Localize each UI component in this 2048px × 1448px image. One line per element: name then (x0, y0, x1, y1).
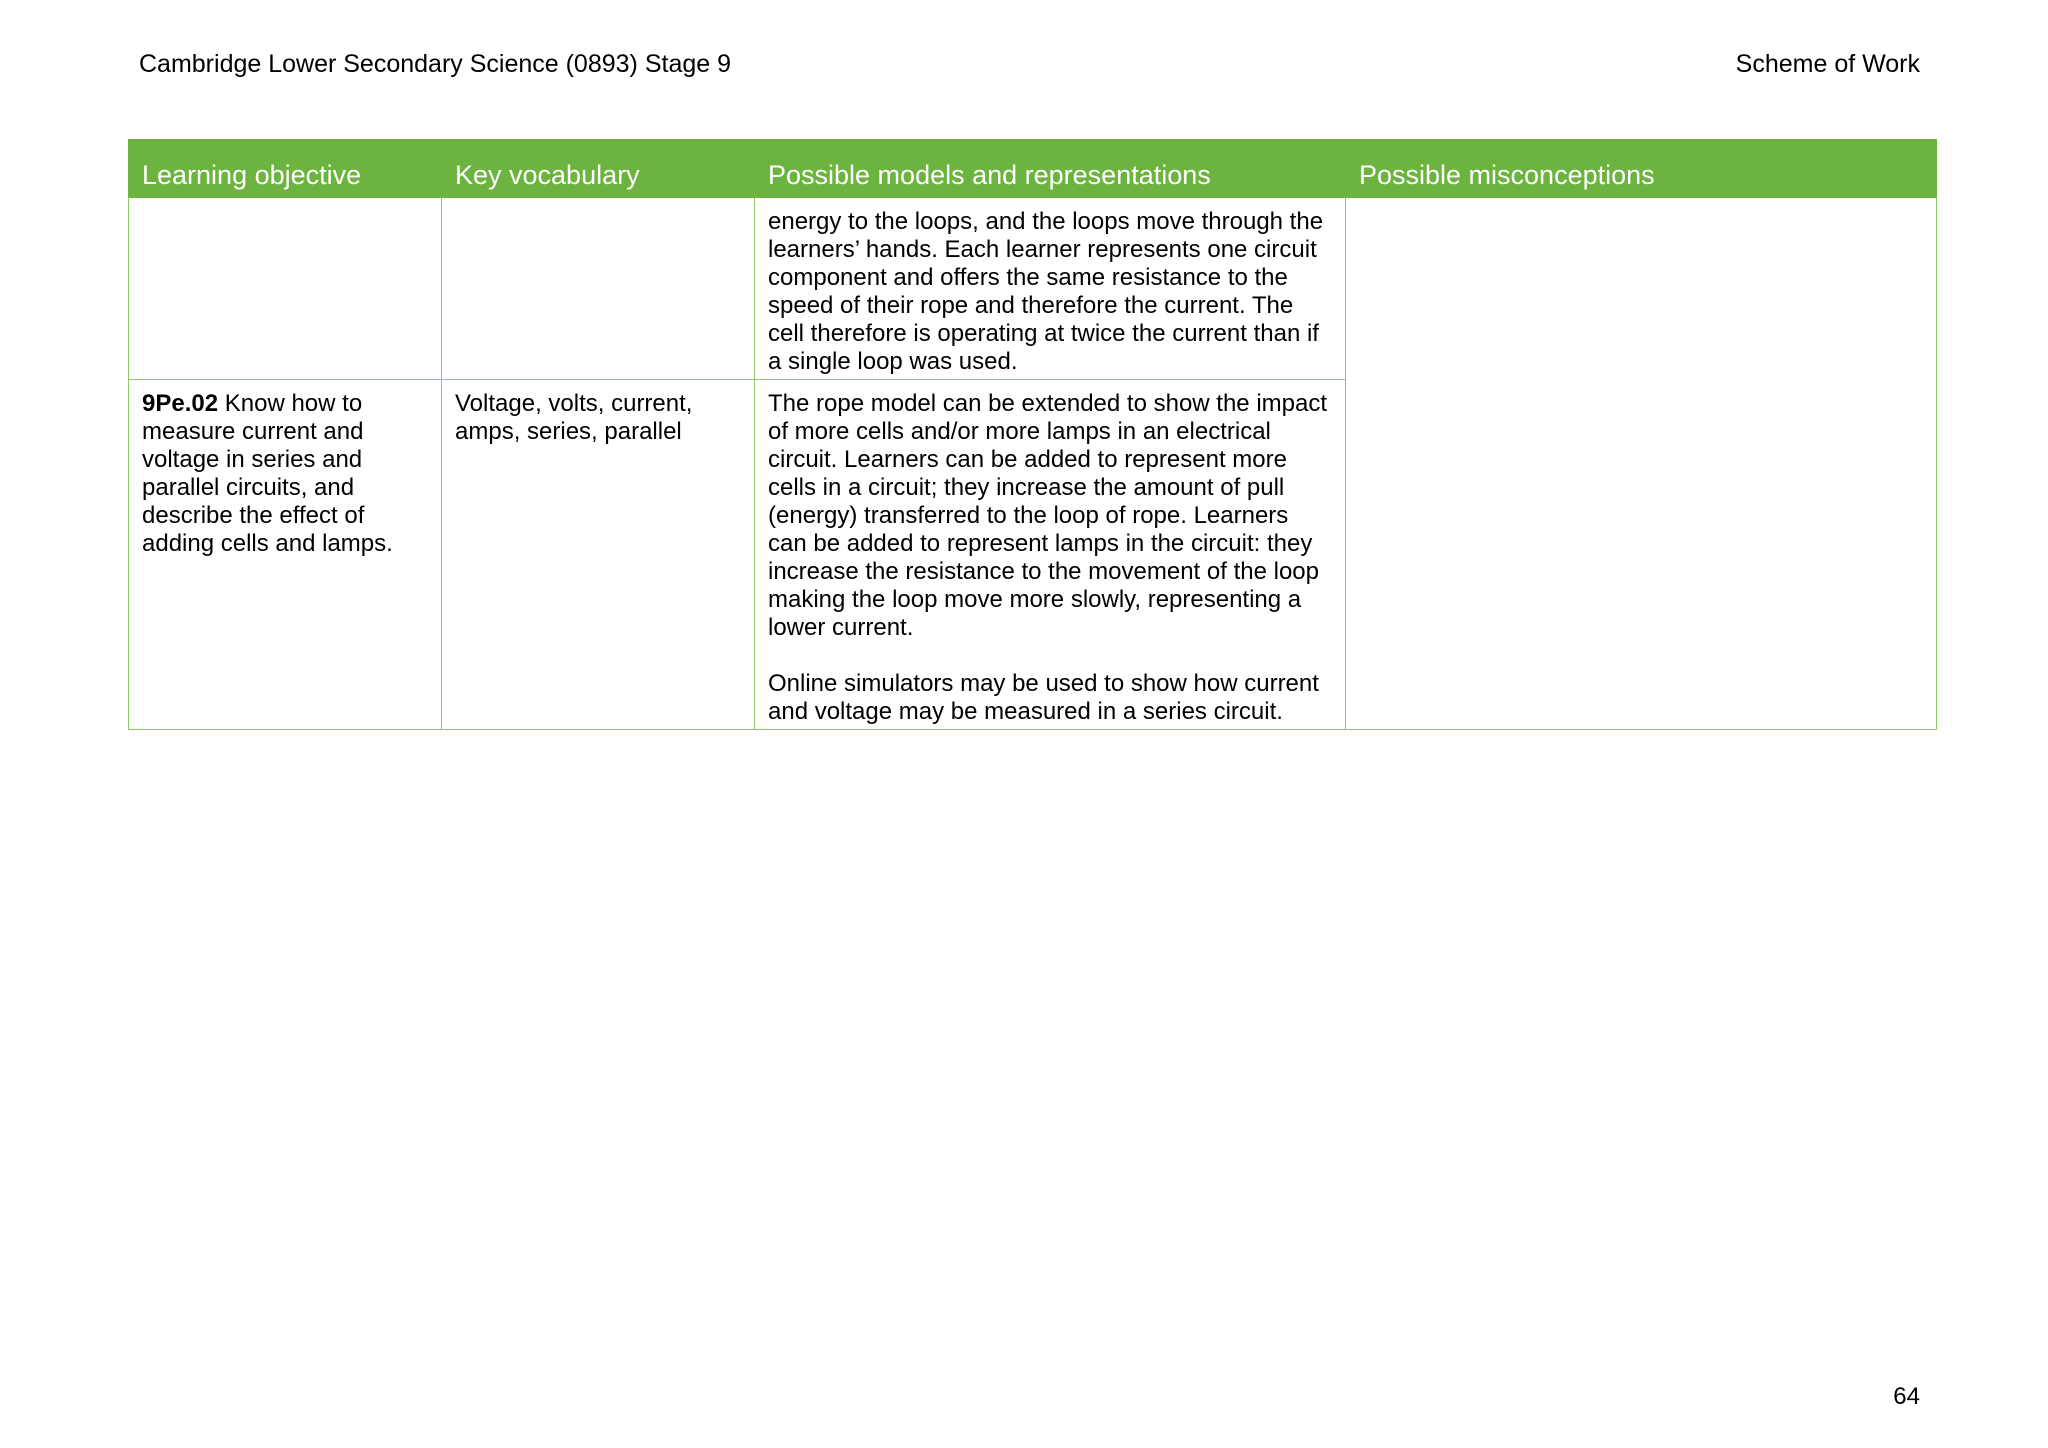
objective-text: Know how to measure current and voltage in series and parallel circuits, and describe the effect of adding cells and lamps. (142, 390, 393, 557)
models-paragraph: Online simulators may be used to show how current and voltage may be measured in a series circuit. (768, 670, 1319, 725)
models-cell (755, 198, 1346, 380)
misconceptions-cell (1346, 198, 1937, 730)
models-paragraph: energy to the loops, and the loops move through the learners’ hands. Each learner represents one circuit component and offers the same resistance to the speed of their rope and therefore the current. The cell therefore is operating at twice the current than if a single loop was used. (768, 208, 1324, 375)
models-paragraph: The rope model can be extended to show the impact of more cells and/or more lamps in an electrical circuit. Learners can be added to represent more cells in a circuit; they increase the amount of pull (energy) transferred to the loop of rope. Learners can be added to represent lamps in the circuit: they increase the resistance to the movement of the loop making the loop move more slowly, representing a lower current. (768, 390, 1328, 641)
column-header-possible-models: Possible models and representations (755, 140, 1346, 198)
column-header-possible-misconceptions: Possible misconceptions (1346, 140, 1937, 198)
column-header-learning-objective: Learning objective (129, 140, 442, 198)
models-cell (755, 380, 1346, 730)
key-vocabulary-cell (442, 198, 755, 380)
column-header-key-vocabulary: Key vocabulary (442, 140, 755, 198)
document-header-section: Scheme of Work (1735, 50, 1920, 78)
learning-objective-cell (129, 380, 442, 730)
key-vocabulary-cell: Voltage, volts, current, amps, series, parallel (442, 380, 755, 730)
document-header-title: Cambridge Lower Secondary Science (0893) Stage 9 (139, 50, 732, 78)
learning-objective-cell (129, 198, 442, 380)
page-number: 64 (1893, 1383, 1920, 1410)
table-row (129, 198, 1937, 380)
table-header-row (129, 140, 1937, 198)
objective-code: 9Pe.02 (142, 390, 219, 417)
scheme-of-work-table (128, 139, 1937, 730)
